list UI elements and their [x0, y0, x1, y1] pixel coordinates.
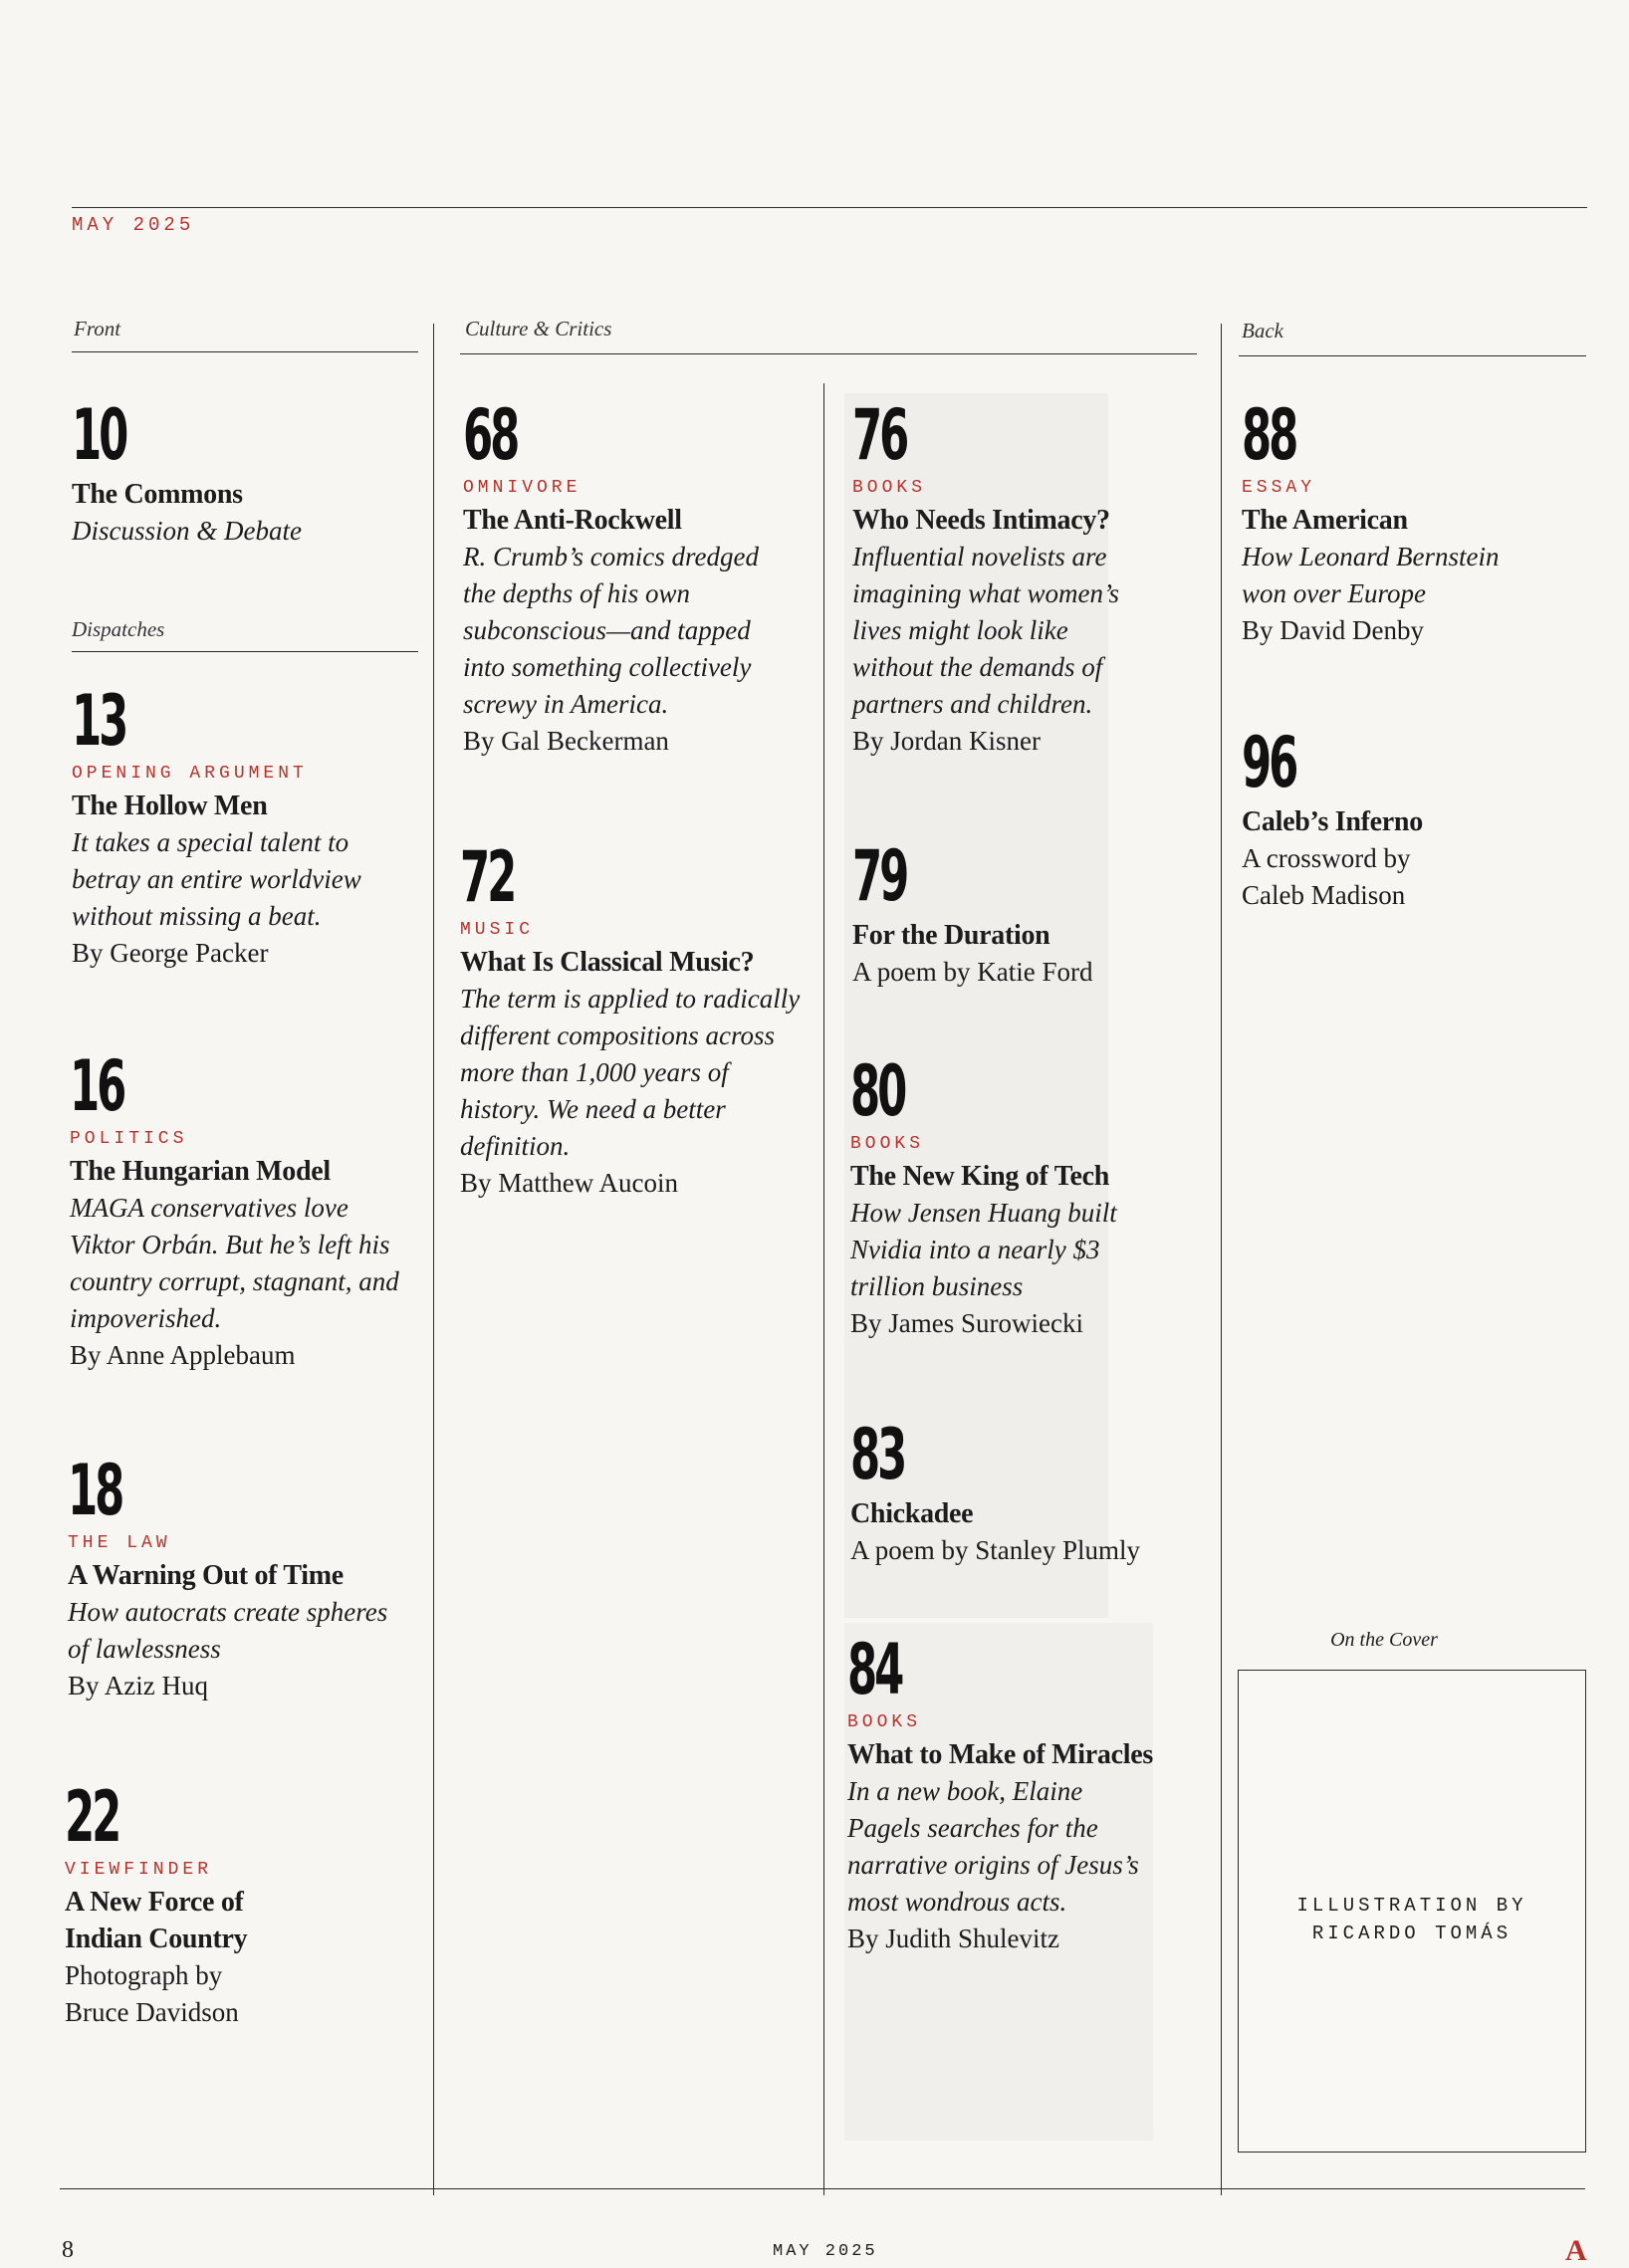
- article-title: What to Make of Miracles: [847, 1739, 1153, 1770]
- toc-entry-18[interactable]: [68, 1450, 406, 1704]
- toc-entry-96[interactable]: [1242, 722, 1570, 914]
- page-number: 80: [850, 1050, 905, 1132]
- page-number: 72: [460, 836, 515, 918]
- column-divider: [1221, 324, 1222, 2195]
- toc-entry-13[interactable]: [72, 680, 410, 972]
- page-number: 13: [72, 680, 126, 762]
- article-byline: By David Denby: [1242, 615, 1424, 645]
- toc-entry-68[interactable]: [463, 394, 792, 760]
- article-kicker: ESSAY: [1242, 478, 1316, 498]
- page-number: 68: [463, 394, 518, 476]
- front-rule: [72, 351, 418, 352]
- toc-entry-83[interactable]: [850, 1414, 1189, 1569]
- article-title: The Hollow Men: [72, 791, 268, 821]
- page-number: 79: [852, 835, 907, 917]
- article-dek: Influential novelists are imagining what women’s lives might look like without the demands of partners and children.: [852, 542, 1120, 719]
- issue-date: MAY 2025: [72, 214, 195, 236]
- article-credit: A poem by Stanley Plumly: [850, 1535, 1141, 1565]
- article-byline: By Matthew Aucoin: [460, 1168, 678, 1198]
- toc-entry-16[interactable]: [70, 1045, 408, 1374]
- toc-entry-79[interactable]: [852, 835, 1181, 991]
- page-number: 18: [68, 1450, 122, 1531]
- page-number: 88: [1242, 394, 1296, 476]
- toc-entry-72[interactable]: [460, 836, 804, 1202]
- article-title: Chickadee: [850, 1498, 974, 1529]
- article-dek: How Jensen Huang built Nvidia into a nearly $3 trillion business: [850, 1198, 1117, 1301]
- article-dek: MAGA conservatives love Viktor Orbán. But he’s left his country corrupt, stagnant, and impoverished.: [70, 1193, 399, 1333]
- article-title: Caleb’s Inferno: [1242, 806, 1423, 837]
- article-title: Who Needs Intimacy?: [852, 505, 1110, 536]
- section-back: Back: [1242, 319, 1283, 342]
- article-credit: A poem by Katie Ford: [852, 957, 1093, 987]
- article-credit: A crossword by Caleb Madison: [1242, 843, 1411, 910]
- page-number: 22: [65, 1776, 119, 1858]
- section-front: Front: [74, 317, 121, 340]
- article-byline: By George Packer: [72, 938, 269, 968]
- column-divider: [823, 383, 824, 2195]
- atlantic-logo[interactable]: A: [1565, 2234, 1587, 2267]
- culture-rule: [460, 353, 1197, 354]
- page-number: 83: [850, 1414, 905, 1495]
- article-kicker: POLITICS: [70, 1129, 188, 1149]
- article-title: What Is Classical Music?: [460, 947, 755, 978]
- page-number: 16: [70, 1045, 124, 1127]
- article-kicker: VIEWFINDER: [65, 1860, 213, 1880]
- footer-rule: [60, 2188, 1585, 2189]
- article-dek: Discussion & Debate: [72, 516, 302, 546]
- article-kicker: BOOKS: [852, 478, 927, 498]
- article-credit: Photograph by Bruce Davidson: [65, 1960, 239, 2027]
- top-rule: [72, 207, 1587, 208]
- toc-entry-22[interactable]: [65, 1776, 403, 2031]
- article-byline: By Anne Applebaum: [70, 1340, 296, 1370]
- article-kicker: OMNIVORE: [463, 478, 582, 498]
- article-title: The Anti-Rockwell: [463, 505, 682, 536]
- toc-entry-10[interactable]: [72, 394, 410, 550]
- article-dek: How Leonard Bernstein won over Europe: [1242, 542, 1500, 608]
- page-number: 76: [852, 394, 907, 476]
- page-number: 84: [847, 1629, 902, 1710]
- page-number: 96: [1242, 722, 1296, 803]
- article-byline: By Aziz Huq: [68, 1671, 208, 1701]
- toc-entry-76[interactable]: [852, 394, 1181, 760]
- page-number: 10: [72, 394, 126, 476]
- back-rule: [1239, 355, 1586, 356]
- section-culture: Culture & Critics: [465, 317, 612, 340]
- article-title: The American: [1242, 505, 1408, 536]
- article-kicker: BOOKS: [847, 1712, 922, 1732]
- toc-entry-84[interactable]: [847, 1629, 1186, 1957]
- article-byline: By Judith Shulevitz: [847, 1924, 1060, 1953]
- article-byline: By Jordan Kisner: [852, 726, 1041, 756]
- article-byline: By Gal Beckerman: [463, 726, 669, 756]
- cover-label: On the Cover: [1330, 1629, 1438, 1651]
- article-title: A New Force of Indian Country: [65, 1887, 248, 1954]
- article-dek: It takes a special talent to betray an entire worldview without missing a beat.: [72, 827, 361, 931]
- folio-page-number: 8: [62, 2237, 74, 2263]
- footer-date: MAY 2025: [773, 2242, 878, 2261]
- section-dispatches: Dispatches: [72, 617, 165, 641]
- article-dek: The term is applied to radically different compositions across more than 1,000 years of history. We need a better definition.: [460, 984, 801, 1161]
- cover-frame: [1238, 1670, 1586, 2153]
- column-divider: [433, 324, 434, 2195]
- article-dek: R. Crumb’s comics dredged the depths of his own subconscious—and tapped into something collectively screwy in America.: [463, 542, 759, 719]
- article-dek: In a new book, Elaine Pagels searches for the narrative origins of Jesus’s most wondrous acts.: [847, 1776, 1139, 1917]
- cover-credit: ILLUSTRATION BY RICARDO TOMÁS: [1296, 1895, 1527, 1944]
- toc-entry-80[interactable]: [850, 1050, 1179, 1342]
- article-byline: By James Surowiecki: [850, 1308, 1083, 1338]
- article-title: A Warning Out of Time: [68, 1560, 344, 1591]
- article-kicker: OPENING ARGUMENT: [72, 764, 308, 784]
- article-kicker: MUSIC: [460, 920, 535, 940]
- article-title: The New King of Tech: [850, 1161, 1110, 1192]
- article-kicker: THE LAW: [68, 1533, 171, 1553]
- dispatches-rule: [72, 651, 418, 652]
- article-title: The Commons: [72, 479, 243, 510]
- article-title: For the Duration: [852, 920, 1050, 951]
- article-title: The Hungarian Model: [70, 1156, 331, 1187]
- article-kicker: BOOKS: [850, 1134, 925, 1154]
- article-dek: How autocrats create spheres of lawlessness: [68, 1597, 388, 1664]
- toc-entry-88[interactable]: [1242, 394, 1570, 649]
